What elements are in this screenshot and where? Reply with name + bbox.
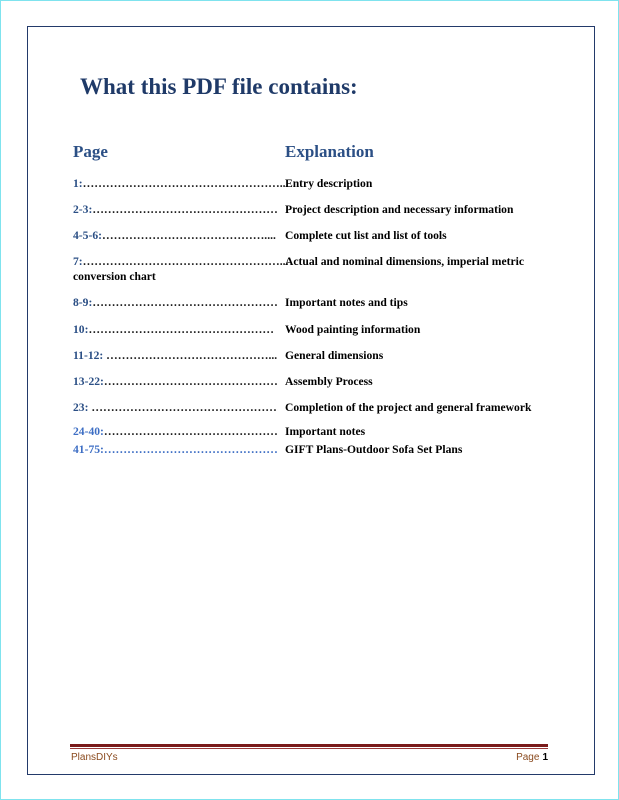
column-header-page: Page <box>73 142 108 161</box>
toc-page-range: 23: <box>73 401 89 414</box>
toc-explanation: Actual and nominal dimensions, imperial metric <box>285 255 524 268</box>
toc-leader-dots: ……………………………………………... <box>82 255 289 268</box>
toc-leader-dots: ………………………………………… <box>88 401 277 414</box>
toc-leader-dots: ……………………………………… <box>103 425 278 438</box>
toc-explanation: Important notes <box>285 425 366 438</box>
toc-leader-dots: ……………………………………... <box>103 349 278 362</box>
toc-explanation: Entry description <box>285 177 373 190</box>
toc-row <box>73 348 553 363</box>
toc-explanation: Wood painting information <box>285 323 421 336</box>
toc-page-range: 8-9: <box>73 296 93 309</box>
toc-page-range: 41-75: <box>73 443 104 456</box>
footer-rule-thin <box>70 748 548 749</box>
toc-page-range: 4-5-6: <box>73 229 102 242</box>
document-title: What this PDF file contains: <box>80 74 358 99</box>
toc-page-range: 24-40: <box>73 425 104 438</box>
toc-page-range: 13-22: <box>73 375 104 388</box>
toc-leader-dots: …………………………………….... <box>101 229 276 242</box>
toc-page-range: 7: <box>73 255 83 268</box>
toc-row <box>73 400 553 415</box>
toc-row <box>73 424 553 439</box>
toc-explanation-continued: conversion chart <box>73 270 156 283</box>
toc-page-range: 1: <box>73 177 83 190</box>
toc-row <box>73 176 553 191</box>
toc-explanation: Complete cut list and list of tools <box>285 229 447 242</box>
toc-explanation: General dimensions <box>285 349 384 362</box>
toc-row <box>73 254 553 284</box>
toc-row <box>73 202 553 217</box>
toc-page-range: 10: <box>73 323 89 336</box>
toc-explanation: Assembly Process <box>285 375 373 388</box>
toc-row <box>73 322 553 337</box>
toc-row <box>73 442 553 457</box>
footer-page-label: Page <box>516 752 540 763</box>
column-header-explanation: Explanation <box>285 142 374 161</box>
toc-leader-dots: ………………………………………… <box>88 323 274 336</box>
toc-leader-dots: ………………………………………… <box>92 203 278 216</box>
toc-explanation: Project description and necessary information <box>285 203 514 216</box>
toc-page-range: 11-12: <box>73 349 104 362</box>
toc-row <box>73 374 553 389</box>
footer-page-number <box>516 752 548 763</box>
toc-leader-dots: ……………………………………… <box>103 443 278 456</box>
toc-leader-dots: ……………………………………………... <box>82 177 289 190</box>
toc-explanation: GIFT Plans-Outdoor Sofa Set Plans <box>285 443 463 456</box>
footer-brand: PlansDIYs <box>71 752 118 763</box>
toc-row <box>73 295 553 310</box>
footer-page-value: 1 <box>542 752 548 763</box>
toc-page-range: 2-3: <box>73 203 93 216</box>
toc-explanation: Important notes and tips <box>285 296 408 309</box>
toc-leader-dots: ………………………………………… <box>92 296 278 309</box>
footer-rule <box>70 744 548 747</box>
toc-explanation: Completion of the project and general framework <box>285 401 532 414</box>
toc-row <box>73 228 553 243</box>
toc-leader-dots: ……………………………………… <box>103 375 278 388</box>
